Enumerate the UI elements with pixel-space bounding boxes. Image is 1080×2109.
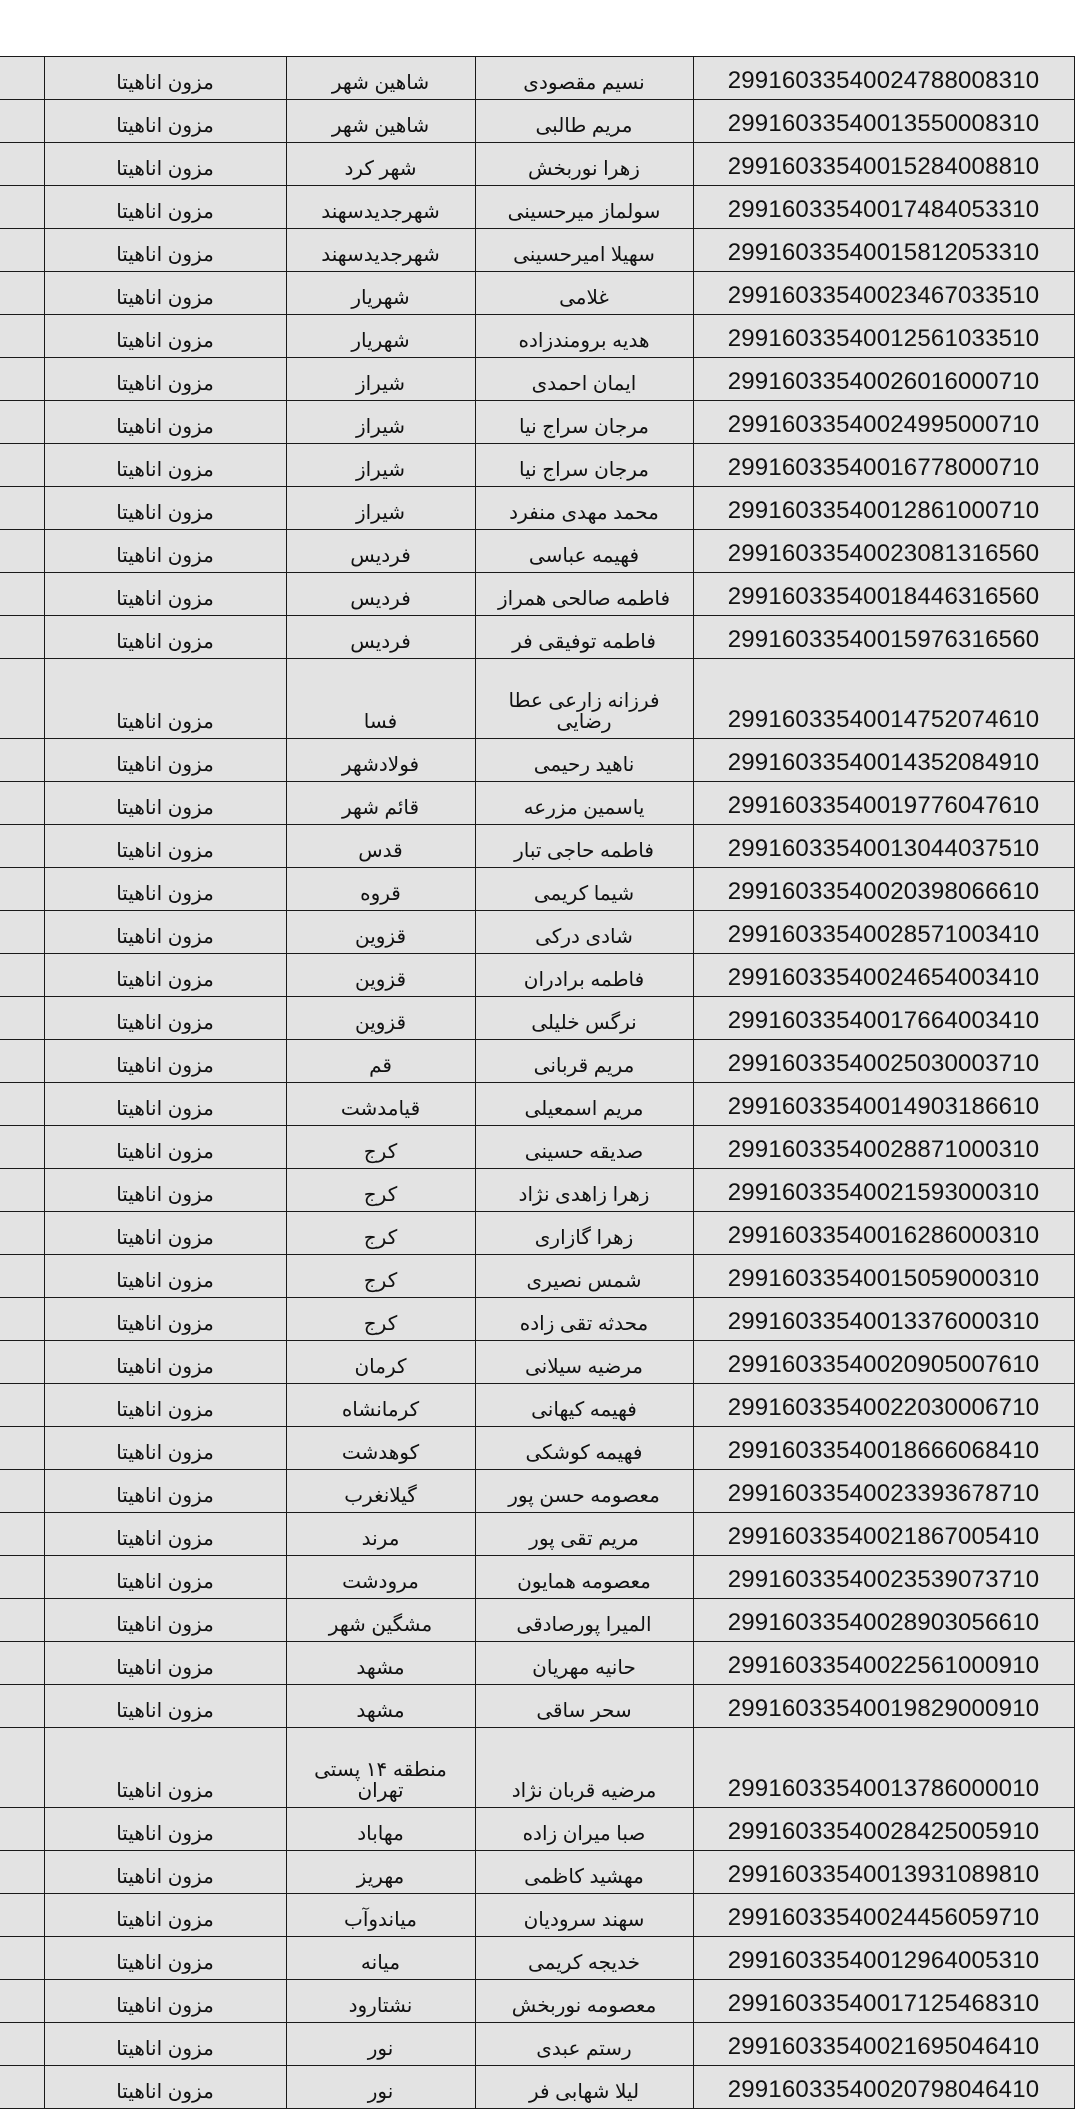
code-cell: 29916033540022030006710 <box>693 1384 1074 1427</box>
table-row <box>0 1728 1074 1808</box>
code-cell: 29916033540024788008310 <box>693 57 1074 100</box>
city-cell: مشگین شهر <box>286 1599 475 1642</box>
code-cell: 29916033540013931089810 <box>693 1851 1074 1894</box>
blank-cell <box>0 1685 44 1728</box>
table-row <box>0 57 1074 100</box>
branch-cell: مزون اناهیتا <box>44 272 286 315</box>
code-cell: 29916033540017125468310 <box>693 1980 1074 2023</box>
name-cell: محمد مهدی منفرد <box>475 487 693 530</box>
city-cell: نور <box>286 2066 475 2109</box>
blank-cell <box>0 272 44 315</box>
blank-cell <box>0 1169 44 1212</box>
name-cell: فهیمه عباسی <box>475 530 693 573</box>
table-row <box>0 1126 1074 1169</box>
name-cell: ناهید رحیمی <box>475 739 693 782</box>
name-cell: المیرا پورصادقی <box>475 1599 693 1642</box>
table-row <box>0 1937 1074 1980</box>
city-cell: شاهین شهر <box>286 100 475 143</box>
code-cell: 29916033540024456059710 <box>693 1894 1074 1937</box>
table-row <box>0 1427 1074 1470</box>
name-cell: مرضیه قربان نژاد <box>475 1728 693 1808</box>
name-cell: فرزانه زارعی عطا رضایی <box>475 659 693 739</box>
code-cell: 29916033540023081316560 <box>693 530 1074 573</box>
city-cell: قدس <box>286 825 475 868</box>
blank-cell <box>0 739 44 782</box>
city-cell: کرمان <box>286 1341 475 1384</box>
code-cell: 29916033540023393678710 <box>693 1470 1074 1513</box>
blank-cell <box>0 1427 44 1470</box>
blank-cell <box>0 1513 44 1556</box>
city-cell: کرج <box>286 1169 475 1212</box>
branch-cell: مزون اناهیتا <box>44 997 286 1040</box>
code-cell: 29916033540013044037510 <box>693 825 1074 868</box>
city-cell: شیراز <box>286 487 475 530</box>
city-cell: کرج <box>286 1298 475 1341</box>
table-row <box>0 444 1074 487</box>
code-cell: 29916033540020398066610 <box>693 868 1074 911</box>
name-cell: سهند سرودیان <box>475 1894 693 1937</box>
branch-cell: مزون اناهیتا <box>44 401 286 444</box>
branch-cell: مزون اناهیتا <box>44 1255 286 1298</box>
name-cell: شادی درکی <box>475 911 693 954</box>
code-cell: 29916033540015976316560 <box>693 616 1074 659</box>
name-cell: صبا میران زاده <box>475 1808 693 1851</box>
city-cell: فولادشهر <box>286 739 475 782</box>
code-cell: 29916033540024654003410 <box>693 954 1074 997</box>
branch-cell: مزون اناهیتا <box>44 782 286 825</box>
name-cell: فاطمه توفیقی فر <box>475 616 693 659</box>
city-cell: شاهین شهر <box>286 57 475 100</box>
city-cell: شهر کرد <box>286 143 475 186</box>
name-cell: فاطمه حاجی تبار <box>475 825 693 868</box>
name-cell: مرضیه سیلانی <box>475 1341 693 1384</box>
blank-cell <box>0 401 44 444</box>
branch-cell: مزون اناهیتا <box>44 573 286 616</box>
city-cell: شهریار <box>286 315 475 358</box>
branch-cell: مزون اناهیتا <box>44 1212 286 1255</box>
table-row <box>0 1513 1074 1556</box>
blank-cell <box>0 1556 44 1599</box>
blank-cell <box>0 1470 44 1513</box>
city-cell: مشهد <box>286 1642 475 1685</box>
table-row <box>0 1556 1074 1599</box>
name-cell: فاطمه برادران <box>475 954 693 997</box>
name-cell: یاسمین مزرعه <box>475 782 693 825</box>
records-table-body <box>0 57 1074 2109</box>
table-row <box>0 100 1074 143</box>
code-cell: 29916033540024995000710 <box>693 401 1074 444</box>
branch-cell: مزون اناهیتا <box>44 1298 286 1341</box>
blank-cell <box>0 1642 44 1685</box>
code-cell: 29916033540021593000310 <box>693 1169 1074 1212</box>
branch-cell: مزون اناهیتا <box>44 487 286 530</box>
code-cell: 29916033540014752074610 <box>693 659 1074 739</box>
code-cell: 29916033540014352084910 <box>693 739 1074 782</box>
name-cell: مرجان سراج نیا <box>475 444 693 487</box>
branch-cell: مزون اناهیتا <box>44 2023 286 2066</box>
name-cell: فهیمه کوشکی <box>475 1427 693 1470</box>
code-cell: 29916033540020798046410 <box>693 2066 1074 2109</box>
city-cell: کرمانشاه <box>286 1384 475 1427</box>
blank-cell <box>0 1083 44 1126</box>
code-cell: 29916033540028571003410 <box>693 911 1074 954</box>
blank-cell <box>0 186 44 229</box>
branch-cell: مزون اناهیتا <box>44 825 286 868</box>
city-cell: قزوین <box>286 954 475 997</box>
code-cell: 29916033540012561033510 <box>693 315 1074 358</box>
city-cell: کرج <box>286 1212 475 1255</box>
table-row <box>0 868 1074 911</box>
table-row <box>0 401 1074 444</box>
blank-cell <box>0 1851 44 1894</box>
city-cell: شیراز <box>286 401 475 444</box>
branch-cell: مزون اناهیتا <box>44 616 286 659</box>
blank-cell <box>0 57 44 100</box>
table-row <box>0 739 1074 782</box>
blank-cell <box>0 911 44 954</box>
table-row <box>0 954 1074 997</box>
blank-cell <box>0 1728 44 1808</box>
blank-cell <box>0 1937 44 1980</box>
branch-cell: مزون اناهیتا <box>44 868 286 911</box>
branch-cell: مزون اناهیتا <box>44 100 286 143</box>
code-cell: 29916033540013550008310 <box>693 100 1074 143</box>
branch-cell: مزون اناهیتا <box>44 1937 286 1980</box>
city-cell: قزوین <box>286 911 475 954</box>
code-cell: 29916033540018446316560 <box>693 573 1074 616</box>
code-cell: 29916033540021695046410 <box>693 2023 1074 2066</box>
table-row <box>0 1341 1074 1384</box>
name-cell: مریم طالبی <box>475 100 693 143</box>
city-cell: کوهدشت <box>286 1427 475 1470</box>
blank-cell <box>0 997 44 1040</box>
branch-cell: مزون اناهیتا <box>44 911 286 954</box>
code-cell: 29916033540018666068410 <box>693 1427 1074 1470</box>
name-cell: مریم قربانی <box>475 1040 693 1083</box>
code-cell: 29916033540012861000710 <box>693 487 1074 530</box>
name-cell: فهیمه کیهانی <box>475 1384 693 1427</box>
name-cell: رستم عبدی <box>475 2023 693 2066</box>
city-cell: قروه <box>286 868 475 911</box>
table-row <box>0 487 1074 530</box>
code-cell: 29916033540014903186610 <box>693 1083 1074 1126</box>
code-cell: 29916033540023539073710 <box>693 1556 1074 1599</box>
table-row <box>0 911 1074 954</box>
table-row <box>0 1384 1074 1427</box>
blank-cell <box>0 1341 44 1384</box>
blank-cell <box>0 2023 44 2066</box>
table-row <box>0 1642 1074 1685</box>
city-cell: قزوین <box>286 997 475 1040</box>
code-cell: 29916033540023467033510 <box>693 272 1074 315</box>
table-row <box>0 1808 1074 1851</box>
city-cell: قائم شهر <box>286 782 475 825</box>
city-cell: فردیس <box>286 573 475 616</box>
blank-cell <box>0 1384 44 1427</box>
code-cell: 29916033540015284008810 <box>693 143 1074 186</box>
branch-cell: مزون اناهیتا <box>44 1894 286 1937</box>
name-cell: فاطمه صالحی همراز <box>475 573 693 616</box>
branch-cell: مزون اناهیتا <box>44 1642 286 1685</box>
city-cell: کرج <box>286 1126 475 1169</box>
blank-cell <box>0 487 44 530</box>
blank-cell <box>0 782 44 825</box>
city-cell: شهرجدیدسهند <box>286 186 475 229</box>
code-cell: 29916033540028903056610 <box>693 1599 1074 1642</box>
branch-cell: مزون اناهیتا <box>44 1169 286 1212</box>
name-cell: شمس نصیری <box>475 1255 693 1298</box>
branch-cell: مزون اناهیتا <box>44 315 286 358</box>
name-cell: مرجان سراج نیا <box>475 401 693 444</box>
blank-cell <box>0 1808 44 1851</box>
code-cell: 29916033540013786000010 <box>693 1728 1074 1808</box>
table-row <box>0 143 1074 186</box>
code-cell: 29916033540016286000310 <box>693 1212 1074 1255</box>
code-cell: 29916033540020905007610 <box>693 1341 1074 1384</box>
code-cell: 29916033540025030003710 <box>693 1040 1074 1083</box>
name-cell: مهشید کاظمی <box>475 1851 693 1894</box>
name-cell: سحر ساقی <box>475 1685 693 1728</box>
blank-cell <box>0 1040 44 1083</box>
code-cell: 29916033540022561000910 <box>693 1642 1074 1685</box>
table-row <box>0 2023 1074 2066</box>
table-row <box>0 997 1074 1040</box>
table-row <box>0 782 1074 825</box>
table-row <box>0 186 1074 229</box>
name-cell: لیلا شهابی فر <box>475 2066 693 2109</box>
city-cell: شهریار <box>286 272 475 315</box>
city-cell: گیلانغرب <box>286 1470 475 1513</box>
branch-cell: مزون اناهیتا <box>44 530 286 573</box>
city-cell: فردیس <box>286 530 475 573</box>
city-cell: مرودشت <box>286 1556 475 1599</box>
code-cell: 29916033540015812053310 <box>693 229 1074 272</box>
city-cell: شیراز <box>286 444 475 487</box>
table-row <box>0 1298 1074 1341</box>
table-row <box>0 1599 1074 1642</box>
branch-cell: مزون اناهیتا <box>44 1470 286 1513</box>
branch-cell: مزون اناهیتا <box>44 1728 286 1808</box>
name-cell: خدیجه کریمی <box>475 1937 693 1980</box>
city-cell: نشتارود <box>286 1980 475 2023</box>
city-cell: مرند <box>286 1513 475 1556</box>
city-cell: میاندوآب <box>286 1894 475 1937</box>
branch-cell: مزون اناهیتا <box>44 1040 286 1083</box>
blank-cell <box>0 358 44 401</box>
name-cell: شیما کریمی <box>475 868 693 911</box>
code-cell: 29916033540017664003410 <box>693 997 1074 1040</box>
blank-cell <box>0 100 44 143</box>
name-cell: مریم اسمعیلی <box>475 1083 693 1126</box>
city-cell: فردیس <box>286 616 475 659</box>
city-cell: میانه <box>286 1937 475 1980</box>
branch-cell: مزون اناهیتا <box>44 1341 286 1384</box>
blank-cell <box>0 1212 44 1255</box>
code-cell: 29916033540021867005410 <box>693 1513 1074 1556</box>
branch-cell: مزون اناهیتا <box>44 2066 286 2109</box>
table-row <box>0 1212 1074 1255</box>
code-cell: 29916033540015059000310 <box>693 1255 1074 1298</box>
name-cell: هدیه برومندزاده <box>475 315 693 358</box>
branch-cell: مزون اناهیتا <box>44 1384 286 1427</box>
code-cell: 29916033540019829000910 <box>693 1685 1074 1728</box>
table-row <box>0 1470 1074 1513</box>
blank-cell <box>0 954 44 997</box>
blank-cell <box>0 315 44 358</box>
branch-cell: مزون اناهیتا <box>44 954 286 997</box>
table-row <box>0 1255 1074 1298</box>
city-cell: قیامدشت <box>286 1083 475 1126</box>
city-cell: مهریز <box>286 1851 475 1894</box>
branch-cell: مزون اناهیتا <box>44 229 286 272</box>
table-row <box>0 2066 1074 2109</box>
table-row <box>0 315 1074 358</box>
branch-cell: مزون اناهیتا <box>44 186 286 229</box>
name-cell: زهرا گازاری <box>475 1212 693 1255</box>
name-cell: صدیقه حسینی <box>475 1126 693 1169</box>
table-row <box>0 530 1074 573</box>
table-row <box>0 1040 1074 1083</box>
name-cell: سهیلا امیرحسینی <box>475 229 693 272</box>
branch-cell: مزون اناهیتا <box>44 1427 286 1470</box>
branch-cell: مزون اناهیتا <box>44 444 286 487</box>
branch-cell: مزون اناهیتا <box>44 1556 286 1599</box>
name-cell: مریم تقی پور <box>475 1513 693 1556</box>
branch-cell: مزون اناهیتا <box>44 143 286 186</box>
name-cell: زهرا نوربخش <box>475 143 693 186</box>
table-row <box>0 659 1074 739</box>
table-row <box>0 1980 1074 2023</box>
blank-cell <box>0 825 44 868</box>
code-cell: 29916033540017484053310 <box>693 186 1074 229</box>
table-row <box>0 1685 1074 1728</box>
code-cell: 29916033540028425005910 <box>693 1808 1074 1851</box>
blank-cell <box>0 1980 44 2023</box>
branch-cell: مزون اناهیتا <box>44 739 286 782</box>
name-cell: نسیم مقصودی <box>475 57 693 100</box>
table-row <box>0 825 1074 868</box>
blank-cell <box>0 1894 44 1937</box>
branch-cell: مزون اناهیتا <box>44 659 286 739</box>
table-row <box>0 1894 1074 1937</box>
branch-cell: مزون اناهیتا <box>44 1851 286 1894</box>
blank-cell <box>0 444 44 487</box>
city-cell: کرج <box>286 1255 475 1298</box>
city-cell: منطقه ۱۴ پستی تهران <box>286 1728 475 1808</box>
name-cell: معصومه همایون <box>475 1556 693 1599</box>
name-cell: نرگس خلیلی <box>475 997 693 1040</box>
blank-cell <box>0 229 44 272</box>
table-row <box>0 1851 1074 1894</box>
branch-cell: مزون اناهیتا <box>44 358 286 401</box>
table-row <box>0 573 1074 616</box>
blank-cell <box>0 1599 44 1642</box>
name-cell: زهرا زاهدی نژاد <box>475 1169 693 1212</box>
branch-cell: مزون اناهیتا <box>44 57 286 100</box>
branch-cell: مزون اناهیتا <box>44 1808 286 1851</box>
branch-cell: مزون اناهیتا <box>44 1083 286 1126</box>
city-cell: مهاباد <box>286 1808 475 1851</box>
city-cell: شیراز <box>286 358 475 401</box>
code-cell: 29916033540012964005310 <box>693 1937 1074 1980</box>
name-cell: معصومه نوربخش <box>475 1980 693 2023</box>
name-cell: حانیه مهریان <box>475 1642 693 1685</box>
code-cell: 29916033540016778000710 <box>693 444 1074 487</box>
blank-cell <box>0 868 44 911</box>
branch-cell: مزون اناهیتا <box>44 1685 286 1728</box>
code-cell: 29916033540026016000710 <box>693 358 1074 401</box>
branch-cell: مزون اناهیتا <box>44 1599 286 1642</box>
branch-cell: مزون اناهیتا <box>44 1980 286 2023</box>
city-cell: قم <box>286 1040 475 1083</box>
blank-cell <box>0 2066 44 2109</box>
branch-cell: مزون اناهیتا <box>44 1513 286 1556</box>
blank-cell <box>0 530 44 573</box>
blank-cell <box>0 659 44 739</box>
table-row <box>0 358 1074 401</box>
blank-cell <box>0 1298 44 1341</box>
branch-cell: مزون اناهیتا <box>44 1126 286 1169</box>
code-cell: 29916033540028871000310 <box>693 1126 1074 1169</box>
table-row <box>0 272 1074 315</box>
city-cell: مشهد <box>286 1685 475 1728</box>
blank-cell <box>0 1255 44 1298</box>
name-cell: محدثه تقی زاده <box>475 1298 693 1341</box>
blank-cell <box>0 1126 44 1169</box>
city-cell: فسا <box>286 659 475 739</box>
blank-cell <box>0 143 44 186</box>
blank-cell <box>0 573 44 616</box>
table-row <box>0 229 1074 272</box>
code-cell: 29916033540019776047610 <box>693 782 1074 825</box>
city-cell: نور <box>286 2023 475 2066</box>
city-cell: شهرجدیدسهند <box>286 229 475 272</box>
name-cell: معصومه حسن پور <box>475 1470 693 1513</box>
records-table <box>0 56 1075 2109</box>
name-cell: سولماز میرحسینی <box>475 186 693 229</box>
code-cell: 29916033540013376000310 <box>693 1298 1074 1341</box>
table-row <box>0 616 1074 659</box>
table-row <box>0 1083 1074 1126</box>
name-cell: غلامی <box>475 272 693 315</box>
table-row <box>0 1169 1074 1212</box>
blank-cell <box>0 616 44 659</box>
name-cell: ایمان احمدی <box>475 358 693 401</box>
